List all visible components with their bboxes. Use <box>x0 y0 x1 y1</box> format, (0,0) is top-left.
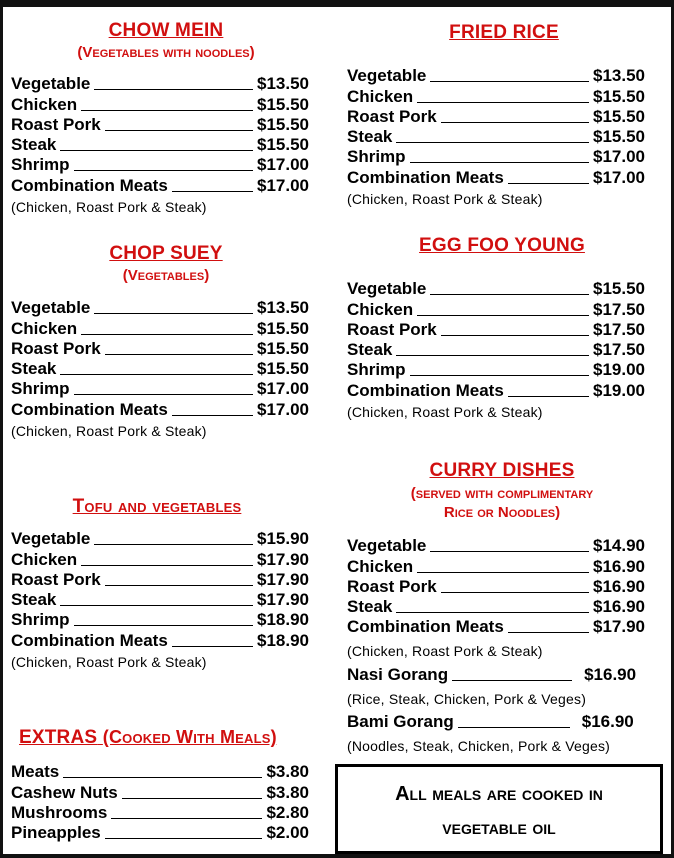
item-name: Bami Gorang <box>347 712 454 732</box>
section-subtitle: (served with complimentary <box>410 485 594 502</box>
menu-item <box>347 147 645 167</box>
item-name: Roast Pork <box>11 114 101 134</box>
item-name: Chicken <box>347 556 414 576</box>
leader-line <box>441 592 589 593</box>
menu-item <box>347 66 645 86</box>
item-price: $19.00 <box>593 360 645 380</box>
item-price: $15.50 <box>257 114 309 134</box>
leader-line <box>105 838 263 839</box>
leader-line <box>105 354 253 355</box>
item-name: Steak <box>347 597 393 617</box>
item-price: $15.50 <box>257 338 309 358</box>
section-note: (Chicken, Roast Pork & Steak) <box>11 422 207 439</box>
item-price: $17.00 <box>257 379 309 399</box>
menu-item <box>347 340 645 360</box>
curry-section <box>347 460 645 757</box>
leader-line <box>81 110 253 111</box>
menu-item <box>11 570 309 590</box>
item-name: Shrimp <box>11 610 70 630</box>
menu-item <box>347 597 645 617</box>
section-title: CHOW MEIN <box>108 20 224 41</box>
item-price: $13.50 <box>257 298 309 318</box>
leader-line <box>410 162 589 163</box>
section-subtitle: (Vegetables) <box>122 267 210 284</box>
menu-item <box>11 155 309 175</box>
item-name: Steak <box>11 359 57 379</box>
item-price: $19.00 <box>593 380 645 400</box>
leader-line <box>441 335 589 336</box>
notice-line-1: All meals are cooked in <box>395 783 603 805</box>
extras-section <box>11 726 309 843</box>
menu-item <box>11 339 309 359</box>
item-name: Cashew Nuts <box>11 782 118 802</box>
item-price: $15.50 <box>257 359 309 379</box>
item-price: $17.00 <box>257 155 309 175</box>
leader-line <box>105 130 253 131</box>
leader-line <box>74 170 253 171</box>
menu-item <box>11 399 309 419</box>
section-title: FRIED RICE <box>449 22 559 43</box>
item-price: $17.90 <box>257 569 309 589</box>
item-name: Vegetable <box>347 279 427 299</box>
menu-item <box>347 380 645 400</box>
menu-item <box>11 74 309 94</box>
extras-title-main: EXTRAS <box>19 727 98 748</box>
menu-item <box>347 107 645 127</box>
menu-item <box>11 318 309 338</box>
item-name: Vegetable <box>347 536 427 556</box>
egg-foo-young-section <box>347 235 645 434</box>
leader-line <box>94 544 253 545</box>
leader-line <box>430 294 589 295</box>
leader-line <box>396 612 589 613</box>
leader-line <box>74 625 253 626</box>
menu-item <box>347 320 645 340</box>
section-subtitle: Rice or Noodles) <box>443 504 561 521</box>
leader-line <box>430 81 589 82</box>
menu-item <box>11 549 309 569</box>
chow-mein-section <box>11 20 309 218</box>
leader-line <box>430 551 589 552</box>
section-subtitle: (Vegetables with noodles) <box>77 44 255 61</box>
item-price: $15.50 <box>257 94 309 114</box>
item-name: Steak <box>347 340 393 360</box>
item-name: Meats <box>11 762 60 782</box>
item-name: Shrimp <box>347 147 406 167</box>
item-price: $3.80 <box>266 762 309 782</box>
leader-line <box>122 798 263 799</box>
menu-item <box>11 762 309 782</box>
item-name: Combination Meats <box>347 167 504 187</box>
bottom-border <box>0 854 674 858</box>
item-name: Nasi Gorang <box>347 664 449 684</box>
menu-list <box>11 298 309 420</box>
item-name: Vegetable <box>11 298 91 318</box>
menu-list <box>347 66 645 188</box>
item-name: Combination Meats <box>347 617 504 637</box>
item-price: $17.00 <box>593 167 645 187</box>
item-price: $2.00 <box>266 823 309 843</box>
item-price: $15.50 <box>257 318 309 338</box>
menu-list <box>347 536 645 637</box>
menu-item <box>347 577 645 597</box>
tofu-section <box>11 496 309 673</box>
menu-item <box>347 617 645 637</box>
item-name: Chicken <box>347 86 414 106</box>
item-price: $13.50 <box>593 66 645 86</box>
extras-title-sub: (Cooked With Meals) <box>102 727 277 747</box>
leader-line <box>508 183 589 184</box>
item-name: Mushrooms <box>11 802 108 822</box>
item-name: Roast Pork <box>11 569 101 589</box>
menu-item <box>11 610 309 630</box>
section-title: EGG FOO YOUNG <box>419 235 585 256</box>
menu-item <box>11 823 309 843</box>
notice-line-2: vegetable oil <box>442 817 556 839</box>
item-name: Combination Meats <box>11 399 168 419</box>
menu-item <box>11 298 309 318</box>
item-price: $18.90 <box>257 610 309 630</box>
top-border <box>0 0 674 7</box>
item-price: $17.90 <box>593 617 645 637</box>
section-title <box>19 726 309 749</box>
item-price: $17.00 <box>257 399 309 419</box>
leader-line <box>172 415 253 416</box>
leader-line <box>441 122 589 123</box>
item-price: $2.80 <box>266 802 309 822</box>
menu-item <box>11 359 309 379</box>
item-price: $17.00 <box>257 175 309 195</box>
menu-item <box>347 556 645 576</box>
item-price: $17.50 <box>593 319 645 339</box>
item-name: Roast Pork <box>347 576 437 596</box>
item-price: $13.50 <box>257 74 309 94</box>
item-price: $16.90 <box>581 712 634 732</box>
item-name: Vegetable <box>11 74 91 94</box>
menu-list <box>347 279 645 423</box>
vegetable-oil-notice <box>335 764 663 854</box>
item-price: $16.90 <box>584 664 637 684</box>
leader-line <box>508 632 589 633</box>
section-title: CHOP SUEY <box>109 243 223 264</box>
item-name: Steak <box>347 127 393 147</box>
menu-item <box>11 590 309 610</box>
section-title: Tofu and vegetables <box>72 496 242 517</box>
menu-item <box>11 379 309 399</box>
item-price: $15.50 <box>593 279 645 299</box>
leader-line <box>81 334 253 335</box>
item-price: $15.50 <box>257 135 309 155</box>
leader-line <box>396 355 589 356</box>
item-name: Shrimp <box>347 360 406 380</box>
leader-line <box>417 315 589 316</box>
leader-line <box>396 142 589 143</box>
leader-line <box>172 191 253 192</box>
leader-line <box>60 605 253 606</box>
item-name: Chicken <box>11 549 78 569</box>
item-price: $14.90 <box>593 536 645 556</box>
menu-item-nasi-gorang <box>347 664 645 684</box>
item-name: Shrimp <box>11 379 70 399</box>
leader-line <box>94 313 253 314</box>
menu-list <box>11 529 309 651</box>
item-name: Steak <box>11 590 57 610</box>
item-name: Shrimp <box>11 155 70 175</box>
section-note: (Chicken, Roast Pork & Steak) <box>11 198 207 215</box>
menu-item <box>347 299 645 319</box>
leader-line <box>452 680 572 681</box>
leader-line <box>172 646 253 647</box>
item-name: Vegetable <box>347 66 427 86</box>
menu-item <box>347 127 645 147</box>
item-price: $17.00 <box>593 147 645 167</box>
menu-item <box>11 529 309 549</box>
item-name: Chicken <box>11 94 78 114</box>
menu-item <box>11 94 309 114</box>
item-name: Combination Meats <box>347 380 504 400</box>
item-price: $16.90 <box>593 597 645 617</box>
item-price: $16.90 <box>593 576 645 596</box>
item-price: $17.50 <box>593 340 645 360</box>
leader-line <box>111 818 262 819</box>
menu-item <box>347 360 645 380</box>
menu-item <box>11 175 309 195</box>
item-price: $3.80 <box>266 782 309 802</box>
item-name: Vegetable <box>11 529 91 549</box>
item-price: $15.90 <box>257 529 309 549</box>
menu-list <box>11 762 309 843</box>
item-price: $15.50 <box>593 127 645 147</box>
section-note: (Chicken, Roast Pork & Steak) <box>347 643 543 660</box>
item-name: Combination Meats <box>11 175 168 195</box>
item-price: $17.90 <box>257 590 309 610</box>
item-name: Chicken <box>347 299 414 319</box>
item-price: $16.90 <box>593 556 645 576</box>
item-price: $17.50 <box>593 299 645 319</box>
section-title: CURRY DISHES <box>429 460 575 481</box>
leader-line <box>105 585 253 586</box>
leader-line <box>74 394 253 395</box>
leader-line <box>81 565 253 566</box>
left-border <box>0 0 3 858</box>
leader-line <box>417 102 589 103</box>
section-note: (Chicken, Roast Pork & Steak) <box>347 190 543 207</box>
menu-item <box>11 115 309 135</box>
item-name: Roast Pork <box>347 319 437 339</box>
menu-item <box>11 135 309 155</box>
section-note: (Chicken, Roast Pork & Steak) <box>11 653 207 670</box>
item-name: Combination Meats <box>11 630 168 650</box>
menu-item <box>347 167 645 187</box>
item-price: $17.90 <box>257 549 309 569</box>
leader-line <box>63 777 262 778</box>
menu-item <box>347 279 645 299</box>
item-name: Chicken <box>11 318 78 338</box>
leader-line <box>94 89 253 90</box>
menu-item-bami-gorang <box>347 712 645 732</box>
item-name: Steak <box>11 135 57 155</box>
section-note: (Chicken, Roast Pork & Steak) <box>347 403 543 420</box>
leader-line <box>60 150 253 151</box>
item-name: Roast Pork <box>347 106 437 126</box>
item-name: Pineapples <box>11 823 101 843</box>
item-price: $15.50 <box>593 106 645 126</box>
section-note: (Rice, Steak, Chicken, Pork & Veges) <box>347 690 587 707</box>
item-price: $18.90 <box>257 630 309 650</box>
leader-line <box>458 727 570 728</box>
menu-list <box>11 74 309 196</box>
chop-suey-section <box>11 243 309 442</box>
section-note: (Noodles, Steak, Chicken, Pork & Veges) <box>347 738 611 755</box>
menu-item <box>11 630 309 650</box>
menu-item <box>347 536 645 556</box>
fried-rice-section <box>347 22 645 210</box>
item-name: Roast Pork <box>11 338 101 358</box>
menu-item <box>347 86 645 106</box>
menu-item <box>11 782 309 802</box>
menu-item <box>11 803 309 823</box>
leader-line <box>417 572 589 573</box>
item-price: $15.50 <box>593 86 645 106</box>
leader-line <box>508 396 589 397</box>
leader-line <box>410 375 589 376</box>
leader-line <box>60 374 253 375</box>
